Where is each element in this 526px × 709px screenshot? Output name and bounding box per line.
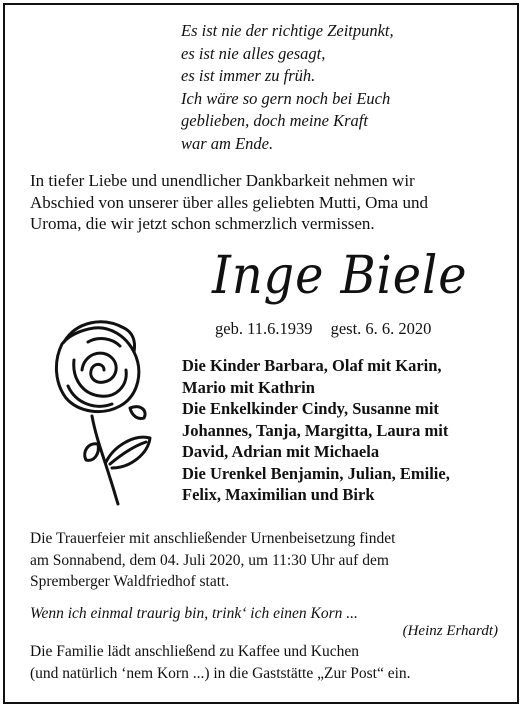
mourner-line: Felix, Maximilian und Birk (182, 485, 375, 504)
intro-line: In tiefer Liebe und unendlicher Dankbarkeit nehmen wir (30, 171, 415, 190)
poem-line: Es ist nie der richtige Zeitpunkt, (181, 21, 394, 40)
funeral-notice (30, 528, 510, 593)
life-dates (215, 318, 505, 340)
mourner-line: Johannes, Tanja, Margitta, Laura mit (182, 420, 449, 440)
quote-text: Wenn ich einmal traurig bin, trink‘ ich einen Korn ... (30, 605, 358, 622)
poem (181, 20, 511, 155)
funeral-line: Spremberger Waldfriedhof statt. (30, 573, 230, 590)
intro-line: Uroma, die wir jetzt schon schmerzlich vermissen. (30, 214, 375, 233)
mourner-line: Mario mit Kathrin (182, 377, 315, 397)
funeral-line: Die Trauerfeier mit anschließender Urnenbeisetzung findet (30, 530, 396, 547)
poem-line: Ich wäre so gern noch bei Euch (181, 88, 391, 108)
deceased-name: Inge Biele (212, 246, 468, 306)
mourner-line: Die Urenkel Benjamin, Julian, Emilie, (182, 463, 450, 483)
poem-line: geblieben, doch meine Kraft (181, 111, 368, 130)
poem-line: es ist nie alles gesagt, (181, 43, 326, 63)
quote-author: (Heinz Erhardt) (402, 623, 498, 639)
mourner-line: Die Kinder Barbara, Olaf mit Karin, (182, 356, 442, 375)
intro-text (30, 170, 500, 235)
funeral-line: am Sonnabend, dem 04. Juli 2020, um 11:30 Uhr auf dem (30, 551, 389, 569)
invitation-line: Die Familie lädt anschließend zu Kaffee und Kuchen (30, 643, 359, 660)
death-date: gest. 6. 6. 2020 (330, 319, 432, 338)
invitation-text (30, 641, 510, 684)
mourner-line: Die Enkelkinder Cindy, Susanne mit (182, 399, 439, 418)
birth-date: geb. 11.6.1939 (215, 319, 313, 338)
poem-line: es ist immer zu früh. (181, 66, 316, 85)
mourner-line: David, Adrian mit Michaela (182, 442, 380, 461)
poem-line: war am Ende. (181, 133, 274, 153)
mourners-list (182, 355, 512, 506)
rose-icon (40, 312, 170, 507)
intro-line: Abschied von unserer über alles geliebten Mutti, Oma und (30, 192, 428, 212)
invitation-line: (und natürlich ‘nem Korn ...) in die Gaststätte „Zur Post“ ein. (30, 664, 411, 682)
